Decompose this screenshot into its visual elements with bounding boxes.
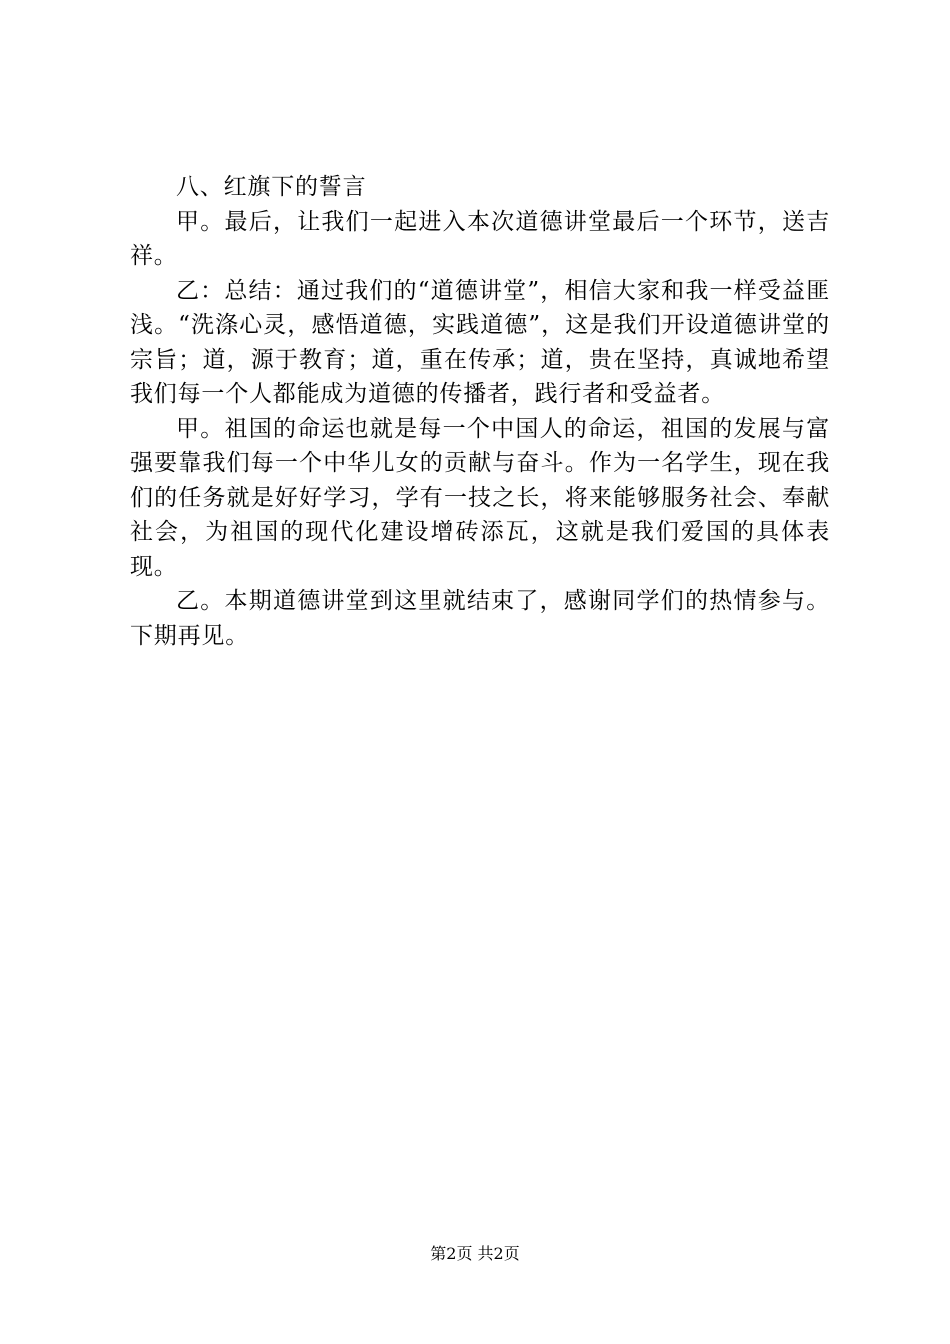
section-heading: 八、红旗下的誓言 (176, 174, 367, 200)
document-body (130, 170, 830, 653)
paragraph: 甲。最后，让我们一起进入本次道德讲堂最后一个环节，送吉祥。 (130, 208, 830, 269)
paragraph: 甲。祖国的命运也就是每一个中国人的命运，祖国的发展与富强要靠我们每一个中华儿女的贡献与奋斗。作为一名学生，现在我们的任务就是好好学习，学有一技之长，将来能够服务社会、奉献社会，为祖国的现代化建设增砖添瓦，这就是我们爱国的具体表现。 (130, 415, 830, 580)
paragraph: 乙：总结：通过我们的“道德讲堂”，相信大家和我一样受益匪浅。“洗涤心灵，感悟道德，实践道德”，这是我们开设道德讲堂的宗旨；道，源于教育；道，重在传承；道，贵在坚持，真诚地希望我们每一个人都能成为道德的传播者，践行者和受益者。 (130, 277, 830, 407)
paragraph: 乙。本期道德讲堂到这里就结束了，感谢同学们的热情参与。下期再见。 (130, 588, 830, 649)
page-footer: 第2页 共2页 (430, 1244, 520, 1263)
